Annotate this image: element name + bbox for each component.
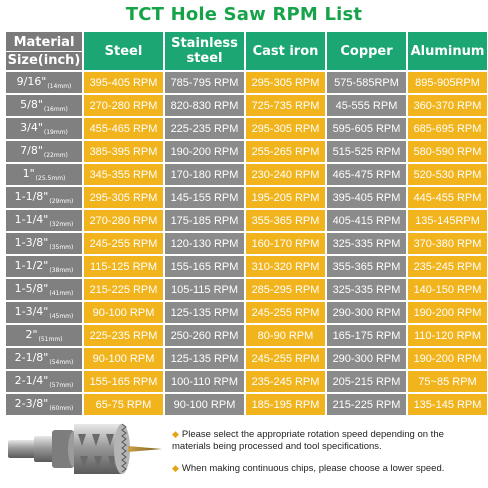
table-header-row bbox=[6, 32, 487, 70]
rpm-cell-stainless-steel: 125-135 RPM bbox=[165, 348, 244, 369]
rpm-cell-aluminum: 110-120 RPM bbox=[408, 325, 487, 346]
size-cell bbox=[6, 187, 82, 208]
rpm-cell-stainless-steel: 155-165 RPM bbox=[165, 256, 244, 277]
table-body bbox=[6, 72, 487, 415]
rpm-cell-copper: 290-300 RPM bbox=[327, 348, 406, 369]
rpm-cell-steel: 215-225 RPM bbox=[84, 279, 163, 300]
size-inch-label: 1" bbox=[22, 167, 35, 180]
rpm-cell-aluminum: 370-380 RPM bbox=[408, 233, 487, 254]
rpm-cell-cast-iron: 295-305 RPM bbox=[246, 72, 325, 93]
size-inch-label: 2-3/8" bbox=[14, 397, 49, 410]
table-row bbox=[6, 279, 487, 300]
bullet-icon: ◆ bbox=[172, 463, 179, 473]
rpm-cell-aluminum: 895-905RPM bbox=[408, 72, 487, 93]
rpm-cell-copper: 355-365 RPM bbox=[327, 256, 406, 277]
rpm-cell-copper: 465-475 RPM bbox=[327, 164, 406, 185]
table-row bbox=[6, 325, 487, 346]
rpm-cell-stainless-steel: 105-115 RPM bbox=[165, 279, 244, 300]
size-inch-label: 2" bbox=[25, 328, 38, 341]
rpm-cell-aluminum: 140-150 RPM bbox=[408, 279, 487, 300]
column-header-aluminum: Aluminum bbox=[408, 32, 487, 70]
column-header-cast-iron: Cast iron bbox=[246, 32, 325, 70]
note-rotation-speed bbox=[172, 428, 482, 453]
size-inch-label: 1-1/8" bbox=[14, 190, 49, 203]
size-inch-label: 2-1/8" bbox=[14, 351, 49, 364]
size-cell bbox=[6, 302, 82, 323]
size-mm-label: (38mm) bbox=[49, 267, 74, 274]
column-header-stainless-steel bbox=[165, 32, 244, 70]
rpm-cell-stainless-steel: 100-110 RPM bbox=[165, 371, 244, 392]
rpm-cell-aluminum: 235-245 RPM bbox=[408, 256, 487, 277]
rpm-cell-cast-iron: 355-365 RPM bbox=[246, 210, 325, 231]
rpm-cell-steel: 65-75 RPM bbox=[84, 394, 163, 415]
rpm-cell-stainless-steel: 90-100 RPM bbox=[165, 394, 244, 415]
size-mm-label: (51mm) bbox=[38, 336, 63, 343]
note-continuous-chips bbox=[172, 462, 482, 475]
table-row bbox=[6, 371, 487, 392]
rpm-cell-steel: 90-100 RPM bbox=[84, 348, 163, 369]
rpm-cell-steel: 295-305 RPM bbox=[84, 187, 163, 208]
material-header-label: Material bbox=[6, 34, 82, 52]
size-cell bbox=[6, 279, 82, 300]
rpm-cell-stainless-steel: 225-235 RPM bbox=[165, 118, 244, 139]
rpm-cell-aluminum: 580-590 RPM bbox=[408, 141, 487, 162]
table-row bbox=[6, 141, 487, 162]
rpm-cell-aluminum: 685-695 RPM bbox=[408, 118, 487, 139]
size-mm-label: (14mm) bbox=[47, 83, 72, 90]
rpm-cell-aluminum: 520-530 RPM bbox=[408, 164, 487, 185]
hole-saw-cutter-image bbox=[2, 416, 170, 486]
size-inch-label: 1-1/2" bbox=[14, 259, 49, 272]
table-row bbox=[6, 348, 487, 369]
rpm-cell-aluminum: 190-200 RPM bbox=[408, 348, 487, 369]
size-mm-label: (41mm) bbox=[49, 290, 74, 297]
size-inch-label: 1-3/4" bbox=[14, 305, 49, 318]
rpm-cell-aluminum: 135-145RPM bbox=[408, 210, 487, 231]
size-inch-label: 3/4" bbox=[20, 121, 43, 134]
table-row bbox=[6, 210, 487, 231]
rpm-cell-stainless-steel: 125-135 RPM bbox=[165, 302, 244, 323]
rpm-cell-stainless-steel: 250-260 RPM bbox=[165, 325, 244, 346]
size-mm-label: (19mm) bbox=[43, 129, 68, 136]
rpm-cell-cast-iron: 245-255 RPM bbox=[246, 348, 325, 369]
rpm-cell-aluminum: 135-145 RPM bbox=[408, 394, 487, 415]
table-row bbox=[6, 256, 487, 277]
rpm-cell-copper: 205-215 RPM bbox=[327, 371, 406, 392]
table-row bbox=[6, 72, 487, 93]
size-mm-label: (57mm) bbox=[49, 382, 74, 389]
rpm-cell-aluminum: 445-455 RPM bbox=[408, 187, 487, 208]
size-mm-label: (35mm) bbox=[49, 244, 74, 251]
rpm-cell-steel: 270-280 RPM bbox=[84, 95, 163, 116]
size-inch-label: 1-3/8" bbox=[14, 236, 49, 249]
rpm-cell-stainless-steel: 820-830 RPM bbox=[165, 95, 244, 116]
size-mm-label: (54mm) bbox=[49, 359, 74, 366]
rpm-cell-cast-iron: 185-195 RPM bbox=[246, 394, 325, 415]
size-cell bbox=[6, 210, 82, 231]
rpm-cell-cast-iron: 255-265 RPM bbox=[246, 141, 325, 162]
material-size-header bbox=[6, 32, 82, 70]
column-header-copper: Copper bbox=[327, 32, 406, 70]
size-cell bbox=[6, 256, 82, 277]
rpm-cell-cast-iron: 245-255 RPM bbox=[246, 302, 325, 323]
table-row bbox=[6, 118, 487, 139]
size-cell bbox=[6, 72, 82, 93]
rpm-cell-steel: 270-280 RPM bbox=[84, 210, 163, 231]
rpm-cell-copper: 325-335 RPM bbox=[327, 233, 406, 254]
rpm-cell-cast-iron: 160-170 RPM bbox=[246, 233, 325, 254]
rpm-cell-stainless-steel: 785-795 RPM bbox=[165, 72, 244, 93]
size-cell bbox=[6, 394, 82, 415]
rpm-cell-steel: 345-355 RPM bbox=[84, 164, 163, 185]
rpm-cell-steel: 115-125 RPM bbox=[84, 256, 163, 277]
rpm-cell-cast-iron: 230-240 RPM bbox=[246, 164, 325, 185]
rpm-cell-aluminum: 360-370 RPM bbox=[408, 95, 487, 116]
size-inch-label: 1-1/4" bbox=[14, 213, 49, 226]
rpm-cell-steel: 395-405 RPM bbox=[84, 72, 163, 93]
size-mm-label: (29mm) bbox=[49, 198, 74, 205]
size-mm-label: (22mm) bbox=[43, 152, 68, 159]
rpm-cell-steel: 455-465 RPM bbox=[84, 118, 163, 139]
size-mm-label: (60mm) bbox=[49, 405, 74, 412]
page-title: TCT Hole Saw RPM List bbox=[125, 4, 363, 25]
size-header-label: Size(inch) bbox=[7, 52, 81, 68]
rpm-cell-copper: 575-585RPM bbox=[327, 72, 406, 93]
rpm-cell-copper: 165-175 RPM bbox=[327, 325, 406, 346]
size-inch-label: 9/16" bbox=[16, 75, 47, 88]
table-row bbox=[6, 95, 487, 116]
size-cell bbox=[6, 95, 82, 116]
rpm-cell-copper: 325-335 RPM bbox=[327, 279, 406, 300]
rpm-cell-cast-iron: 80-90 RPM bbox=[246, 325, 325, 346]
rpm-cell-copper: 290-300 RPM bbox=[327, 302, 406, 323]
rpm-cell-copper: 45-555 RPM bbox=[327, 95, 406, 116]
footer bbox=[0, 416, 488, 488]
size-cell bbox=[6, 371, 82, 392]
size-cell bbox=[6, 164, 82, 185]
rpm-cell-cast-iron: 725-735 RPM bbox=[246, 95, 325, 116]
rpm-cell-copper: 215-225 RPM bbox=[327, 394, 406, 415]
rpm-cell-stainless-steel: 170-180 RPM bbox=[165, 164, 244, 185]
note-rotation-speed-text: Please select the appropriate rotation speed depending on the materials being processed and tool specifications. bbox=[172, 429, 444, 452]
rpm-cell-steel: 90-100 RPM bbox=[84, 302, 163, 323]
size-cell bbox=[6, 325, 82, 346]
rpm-cell-stainless-steel: 175-185 RPM bbox=[165, 210, 244, 231]
size-cell bbox=[6, 118, 82, 139]
size-inch-label: 2-1/4" bbox=[14, 374, 49, 387]
rpm-cell-steel: 245-255 RPM bbox=[84, 233, 163, 254]
rpm-cell-aluminum: 190-200 RPM bbox=[408, 302, 487, 323]
rpm-cell-copper: 595-605 RPM bbox=[327, 118, 406, 139]
size-cell bbox=[6, 141, 82, 162]
size-cell bbox=[6, 348, 82, 369]
table-row bbox=[6, 302, 487, 323]
table-row bbox=[6, 233, 487, 254]
size-inch-label: 7/8" bbox=[20, 144, 43, 157]
table-row bbox=[6, 187, 487, 208]
rpm-cell-cast-iron: 310-320 RPM bbox=[246, 256, 325, 277]
rpm-cell-aluminum: 75~85 RPM bbox=[408, 371, 487, 392]
size-mm-label: (32mm) bbox=[49, 221, 74, 228]
size-mm-label: (45mm) bbox=[49, 313, 74, 320]
rpm-cell-cast-iron: 295-305 RPM bbox=[246, 118, 325, 139]
rpm-cell-stainless-steel: 190-200 RPM bbox=[165, 141, 244, 162]
column-header-steel: Steel bbox=[84, 32, 163, 70]
rpm-cell-copper: 395-405 RPM bbox=[327, 187, 406, 208]
table-row bbox=[6, 394, 487, 415]
rpm-cell-steel: 225-235 RPM bbox=[84, 325, 163, 346]
rpm-cell-steel: 155-165 RPM bbox=[84, 371, 163, 392]
size-cell bbox=[6, 233, 82, 254]
rpm-cell-stainless-steel: 145-155 RPM bbox=[165, 187, 244, 208]
size-mm-label: (16mm) bbox=[43, 106, 68, 113]
size-inch-label: 1-5/8" bbox=[14, 282, 49, 295]
rpm-cell-cast-iron: 285-295 RPM bbox=[246, 279, 325, 300]
rpm-cell-cast-iron: 195-205 RPM bbox=[246, 187, 325, 208]
rpm-cell-copper: 405-415 RPM bbox=[327, 210, 406, 231]
rpm-cell-copper: 515-525 RPM bbox=[327, 141, 406, 162]
column-header-stainless-steel-label: Stainless steel bbox=[171, 36, 238, 66]
rpm-cell-cast-iron: 235-245 RPM bbox=[246, 371, 325, 392]
size-mm-label: (25.5mm) bbox=[35, 175, 66, 182]
bullet-icon: ◆ bbox=[172, 429, 179, 439]
rpm-cell-steel: 385-395 RPM bbox=[84, 141, 163, 162]
rpm-cell-stainless-steel: 120-130 RPM bbox=[165, 233, 244, 254]
rpm-table bbox=[4, 30, 488, 417]
size-inch-label: 5/8" bbox=[20, 98, 43, 111]
note-continuous-chips-text: When making continuous chips, please choose a lower speed. bbox=[181, 463, 445, 474]
table-row bbox=[6, 164, 487, 185]
